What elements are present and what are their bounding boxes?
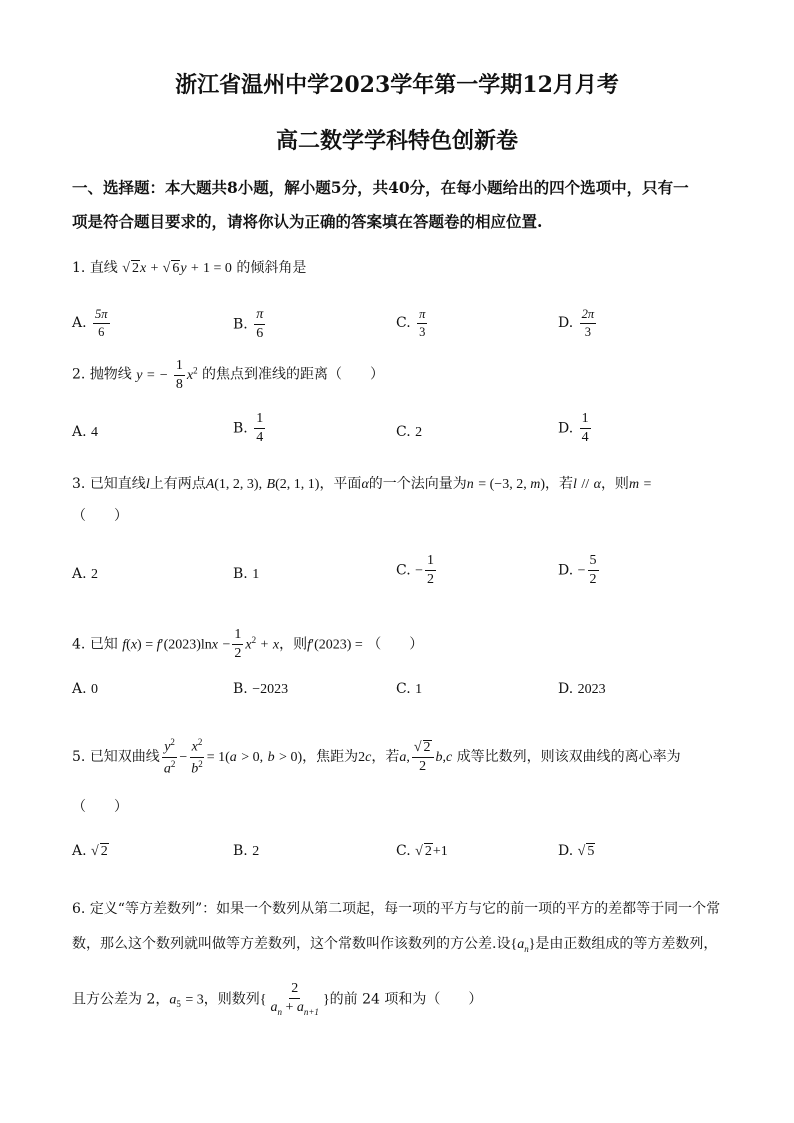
question-6-line2: 数，那么这个数列就叫做等方差数列，这个常数叫作该数列的方公差.设$\{a_n\}$是由正数组成的等方差数列， [72,936,718,954]
option-c: C. √ 2+1 [396,843,448,859]
section-instructions-line1: 一、选择题：本大题共8小题，解小题5分，共40分，在每小题给出的四个选项中，只有一 [72,178,689,197]
question-text: 抛物线 [89,366,132,383]
question-number: 5. [72,749,86,766]
question-5-blank: （ ） [72,799,128,815]
equation: √ 2x + √ 6y + 1 = 0 [122,261,232,276]
question-6-line3: 且方公差为 2，$a_5 = 3$，则数列{ $\frac{2}{a_n + a_{n+1}}$ }的前 24 项和为（ ） [72,981,483,1017]
question-text: 的倾斜角是 [236,260,307,276]
option-b: B. $\frac{\pi}{6}$ [233,307,264,341]
question-number: 2. [72,366,86,383]
option-b: B. −2023 [233,681,289,697]
option-b: B. $\frac{1}{4}$ [233,411,264,445]
option-a: A. 4 [72,424,99,440]
option-d: D. − $\frac{5}{2}$ [558,553,597,587]
question-2 [72,359,384,392]
option-c: C. − $\frac{1}{2}$ [396,553,435,587]
option-d: D. $\frac{1}{4}$ [558,411,589,445]
option-d: D. $\frac{2\pi}{3}$ [558,307,595,339]
option-c: C. 2 [396,424,423,440]
option-a: A. √ 2 [72,843,108,859]
question-number: 1. [72,260,86,276]
question-5: 5. 已知双曲线 $\frac{y^2}{a^2}$ − $\frac{x^2}{b^2}$ = 1(a > 0, b > 0)，焦距为2c，若a, $\frac{√ 2}{2}$ b,c 成等比数列，则该双曲线的离心率为 [72,737,681,777]
option-a: A. 2 [72,566,99,582]
exam-title: 浙江省温州中学2023学年第一学期12月月考 [175,72,619,98]
question-number: 6. [72,901,86,917]
section-instructions-line2: 项是符合题目要求的，请将你认为正确的答案填在答题卷的相应位置. [72,212,543,231]
question-6: 6. 定义“等方差数列”：如果一个数列从第二项起，每一项的平方与它的前一项的平方的差都等于同一个常 [72,901,721,917]
question-number: 4. [72,636,86,653]
option-a: A. $\frac{5\pi}{6}$ [72,307,108,339]
question-number: 3. [72,476,86,492]
question-text: 直线 [89,260,118,276]
option-a: A. 0 [72,681,99,697]
option-d: D. √ 5 [558,843,595,859]
option-d: D. 2023 [558,681,606,697]
question-1 [72,257,306,277]
option-b: B. 2 [233,843,260,859]
question-text: 的焦点到准线的距离（ ） [202,366,385,383]
question-4: 4. 已知 f(x) = f′(2023)lnx − $\frac{1}{2}$ $x^2 + x$，则f′(2023) = （ ） [72,627,424,661]
equation: y = − $\frac{1}{8}$ $x^2$ [136,358,198,392]
exam-subtitle: 高二数学学科特色创新卷 [275,128,518,154]
option-b: B. 1 [233,566,260,582]
option-c: C. 1 [396,681,423,697]
question-3: 3. 已知直线l上有两点A(1, 2, 3), B(2, 1, 1)，平面α的一个法向量为n = (−3, 2, m)，若l // α，则m = [72,476,652,492]
question-3-blank: （ ） [72,508,128,524]
option-c: C. $\frac{\pi}{3}$ [396,307,426,339]
